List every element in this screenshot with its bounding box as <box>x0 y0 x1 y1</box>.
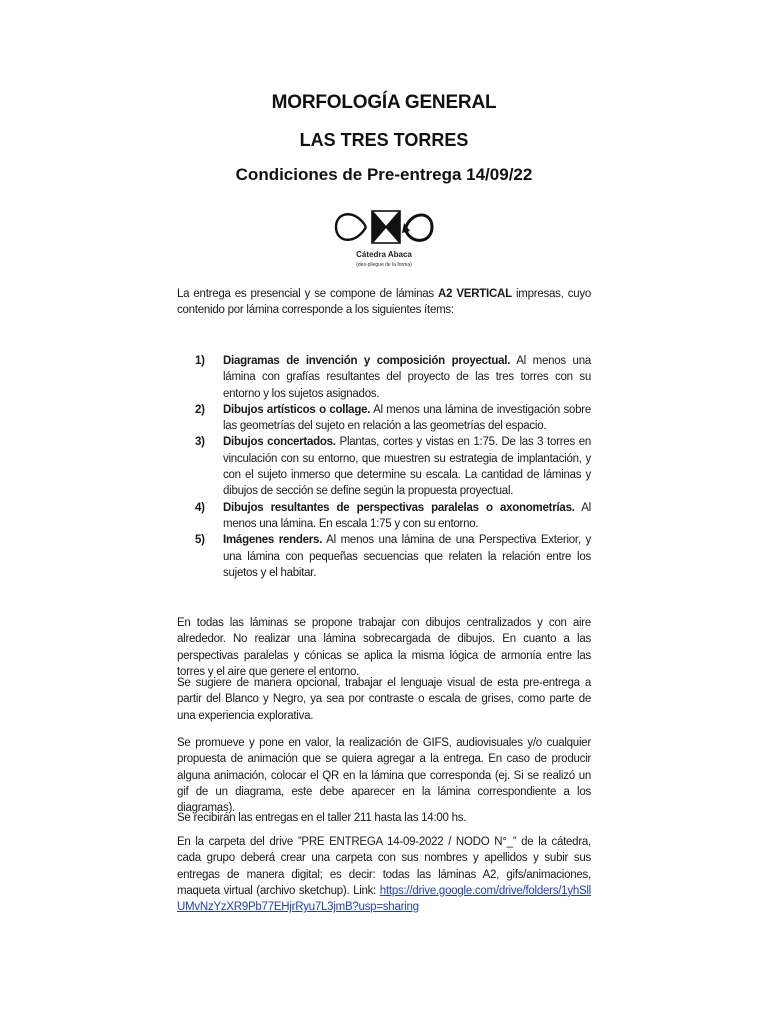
intro-text-before: La entrega es presencial y se compone de láminas <box>177 288 439 300</box>
item-heading: Dibujos concertados. <box>223 436 336 449</box>
document-subtitle: LAS TRES TORRES <box>299 130 469 150</box>
item-text: Plantas, cortes y vistas en 1:75. De las 3 torres en vinculación con su entorno, que muestren su estrategia de implantación, y con el sujeto inmerso que determine su escala. La cantidad de láminas y dibujos de sección se define según la propuesta proyectual. <box>223 436 592 498</box>
animation-paragraph: Se promueve y pone en valor, la realización de GIFS, audiovisuales y/o cualquier propuesta de animación que se quiera agregar a la entrega. En caso de producir alguna animación, colocar el QR en la lámina que corresponda (ej. Si se realizó un gif de un diagrama, este debe aparecer en la lámina correspondiente a los diagramas). <box>177 737 591 815</box>
item-text: Al menos una lámina con grafías resultantes del proyecto de las tres torres con su entorno y los sujetos asignados. <box>223 355 591 400</box>
list-item <box>195 402 591 435</box>
list-item <box>195 500 591 533</box>
delivery-location-paragraph: Se recibirán las entregas en el taller 211 hasta las 14:00 hs. <box>177 812 467 824</box>
item-number: 4) <box>195 501 205 514</box>
drive-upload-paragraph <box>177 834 591 915</box>
document-title: MORFOLOGÍA GENERAL <box>271 92 497 113</box>
list-item <box>195 434 591 499</box>
item-heading: Dibujos artísticos o collage. <box>223 403 371 416</box>
drive-instructions: En la carpeta del drive ”PRE ENTREGA 14-09-2022 / NODO N°_” de la cátedra, cada grupo deberá crear una carpeta con sus nombres y apellidos y subir sus entregas de manera digital; es decir: todas las láminas A2, gifs/animaciones, maqueta virtual (archivo sketchup). Link: <box>177 836 591 897</box>
item-number: 5) <box>195 534 205 547</box>
intro-paragraph <box>177 286 591 319</box>
item-text: Al menos una lámina. En escala 1:75 y con su entorno. <box>223 501 591 530</box>
item-heading: Dibujos resultantes de perspectivas paralelas o axonometrías. <box>223 501 575 514</box>
item-heading: Imágenes renders. <box>223 534 323 547</box>
item-heading: Diagramas de invención y composición proyectual. <box>223 355 511 367</box>
logo-tagline: (des-pliegue de la forma) <box>356 262 412 268</box>
layout-paragraph: En todas las láminas se propone trabajar con dibujos centralizados y con aire alrededor. No realizar una lámina sobrecargada de dibujos. En cuanto a las perspectivas paralelas y cónicas se aplica la misma lógica de armonía entre las torres y el aire que genere el entorno. <box>177 617 591 678</box>
visual-language-paragraph: Se sugiere de manera opcional, trabajar el lenguaje visual de esta pre-entrega a partir del Blanco y Negro, ya sea por contraste o escala de grises, como parte de una experiencia explorativa. <box>177 677 591 722</box>
list-item <box>195 353 591 402</box>
logo-name: Cátedra Abaca <box>356 250 412 259</box>
infinity-logo-icon <box>332 205 436 251</box>
item-number: 1) <box>195 355 205 367</box>
item-number: 3) <box>195 436 205 449</box>
drive-folder-link[interactable]: https://drive.google.com/drive/folders/1yhSllUMvNzYzXR9Pb77EHjrRyu7L3jmB?usp=sharing <box>177 884 591 914</box>
item-text: Al menos una lámina de investigación sobre las geometrías del sujeto en relación a las geometrías del espacio. <box>223 403 591 433</box>
item-number: 2) <box>195 403 205 416</box>
list-item <box>195 532 591 581</box>
conditions-heading: Condiciones de Pre-entrega 14/09/22 <box>235 165 533 184</box>
intro-format-bold: A2 VERTICAL <box>438 288 512 300</box>
item-text: Al menos una lámina de una Perspectiva Exterior, y una lámina con pequeñas secuencias que relaten la relación entre los sujetos y el habitar. <box>223 534 591 579</box>
items-list <box>195 353 591 581</box>
intro-text-after: impresas, cuyo contenido por lámina corresponde a los siguientes ítems: <box>177 288 591 317</box>
